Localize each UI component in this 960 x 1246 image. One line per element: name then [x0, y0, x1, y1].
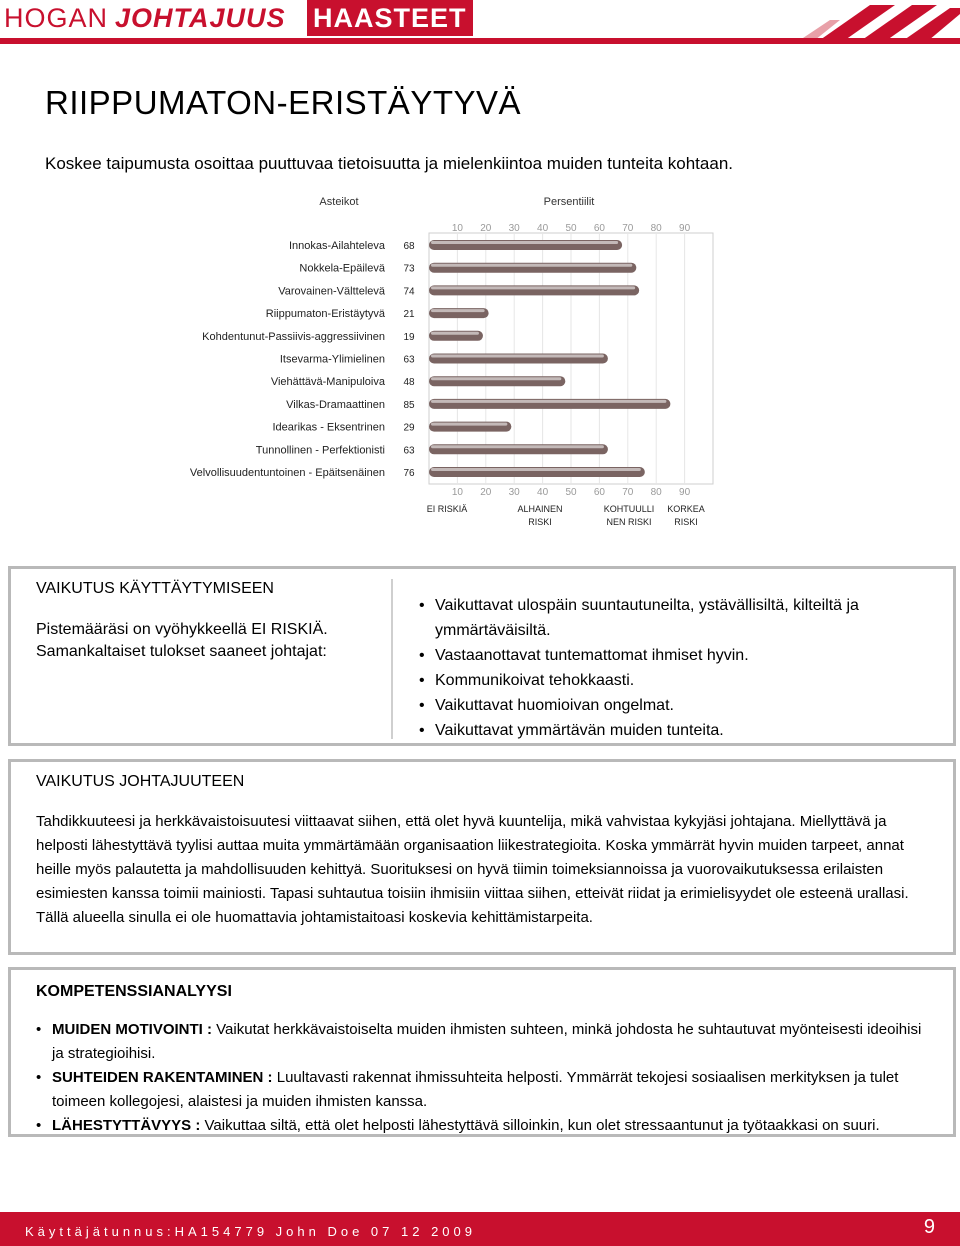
behavior-summary [36, 619, 328, 663]
bar-highlight [431, 241, 618, 244]
score-label: 19 [403, 331, 415, 343]
zone-line1: EI RISKIÄ [426, 504, 468, 514]
competence-list [36, 1018, 931, 1138]
score-label: 63 [403, 354, 415, 366]
bar [429, 467, 645, 477]
tick-label-bottom: 30 [508, 487, 520, 498]
tick-label-bottom: 10 [451, 487, 463, 498]
bar [429, 308, 489, 318]
behavior-section [8, 566, 956, 746]
tick-label-top: 10 [451, 223, 463, 234]
brand-haasteet: HAASTEET [307, 0, 473, 36]
zone-line2: RISKI [528, 517, 552, 527]
tick-label-top: 40 [537, 223, 549, 234]
chart-header-percentiles: Persentiilit [543, 196, 595, 208]
score-label: 76 [403, 468, 415, 479]
behavior-summary-line1: Pistemääräsi on vyöhykkeellä EI RISKIÄ. [36, 621, 328, 638]
list-item [36, 1114, 931, 1138]
chart-ticks-bottom [452, 487, 691, 498]
list-item: • Vaikuttavat ymmärtävän muiden tunteita. [419, 718, 953, 743]
score-label: 73 [403, 263, 415, 275]
scale-label: Idearikas - Eksentrinen [272, 421, 385, 434]
competence-name: MUIDEN MOTIVOINTI : [52, 1021, 212, 1038]
tick-label-bottom: 70 [622, 487, 634, 498]
competence-text: Luultavasti rakennat ihmissuhteita helposti. Ymmärrät tekojesi sosiaalisen merkityksen ja tulet toimeen kollegojesi, alaistesi ja muiden ihmisten kanssa. [52, 1069, 899, 1110]
bar [429, 422, 511, 432]
list-item: • Kommunikoivat tehokkaasti. [419, 668, 953, 693]
bar [429, 399, 670, 409]
bar [429, 376, 565, 386]
competence-text: Vaikutat herkkävaistoiselta muiden ihmisten suhteen, minkä johdosta he suhtautuvat myönteisesti ideoihisi ja strategioihisi. [52, 1021, 922, 1062]
zone-line1: ALHAINEN [517, 504, 563, 514]
competence-section [8, 967, 956, 1137]
score-label: 29 [403, 422, 415, 434]
scale-label: Riippumaton-Eristäytyvä [265, 308, 385, 321]
bar [429, 240, 622, 250]
bar-highlight [431, 332, 479, 335]
score-label: 68 [403, 241, 415, 252]
page-title: RIIPPUMATON-ERISTÄYTYVÄ [45, 84, 522, 121]
list-item: • Vastaanottavat tuntemattomat ihmiset hyvin. [419, 643, 953, 668]
leadership-body: Tahdikkuuteesi ja herkkävaistoisuutesi viittaavat siihen, että olet hyvä kuuntelija, mikä vahvistaa kykyjäsi johtajana. Miellyttävä ja helposti lähestyttävä tyylisi auttaa muita ymmärtämään organisaation liikestrategioita. Koska ymmärrät hyvin muiden tarpeet, annat heille myös palautetta ja mahdollisuuden kehittyä. Suorituksesi on hyvä tiimin toimeksiannoissa ja vuorovaikutuksessa erilaisten esimiesten kanssa toimii mainiosti. Tapasi suhtautua toisiin ihmisiin viittaa siihen, etteivät riidat ja erimielisyydet ole esteenä urallasi. Tällä alueella sinulla ei ole huomattavia johtamistaitoasi koskevia kehittämistarpeita. [36, 813, 909, 926]
behavior-summary-line2: Samankaltaiset tulokset saaneet johtajat: [36, 643, 327, 660]
tick-label-bottom: 80 [650, 487, 662, 498]
chart-risk-zones [427, 504, 705, 527]
scale-label: Kohdentunut-Passiivis-aggressiivinen [202, 330, 385, 343]
scale-label: Nokkela-Epäilevä [299, 262, 385, 275]
tick-label-bottom: 90 [679, 487, 691, 498]
risk-zone-label [427, 504, 468, 514]
tick-label-top: 20 [480, 223, 492, 234]
scale-label: Velvollisuudentuntoinen - Epäitsenäinen [189, 467, 385, 479]
score-label: 21 [403, 309, 415, 321]
score-label: 85 [403, 399, 415, 411]
bar-highlight [431, 468, 641, 471]
list-item [36, 1066, 931, 1114]
scale-label: Tunnollinen - Perfektionisti [255, 444, 385, 457]
footer-user-id: Käyttäjätunnus:HA154779 John Doe 07 12 2009 [25, 1224, 476, 1239]
bar-highlight [431, 309, 485, 312]
tick-label-top: 50 [565, 223, 577, 234]
zone-line2: NEN RISKI [606, 517, 652, 527]
bar [429, 331, 483, 341]
scale-label: Vilkas-Dramaattinen [286, 398, 385, 411]
leadership-title: VAIKUTUS JOHTAJUUTEEN [36, 773, 245, 790]
bar [429, 354, 608, 364]
bar-highlight [431, 423, 507, 426]
score-label: 48 [403, 377, 415, 389]
bar [429, 444, 608, 454]
tick-label-bottom: 40 [537, 487, 549, 498]
tick-label-top: 60 [593, 223, 605, 234]
bar-highlight [431, 264, 632, 267]
scale-label: Itsevarma-Ylimielinen [279, 353, 385, 366]
tick-label-top: 70 [622, 223, 634, 234]
zone-line1: KOHTUULLI [603, 504, 655, 514]
tick-label-bottom: 20 [480, 487, 492, 498]
score-label: 63 [403, 445, 415, 457]
bar-highlight [431, 377, 561, 380]
scale-label: Viehättävä-Manipuloiva [270, 376, 385, 389]
risk-zone-label [667, 504, 705, 527]
score-label: 74 [403, 286, 415, 298]
chart-rows [190, 240, 670, 479]
tick-label-bottom: 50 [565, 487, 577, 498]
page-number: 9 [923, 1216, 935, 1238]
behavior-divider [391, 579, 393, 739]
zone-line1: KORKEA [667, 504, 705, 514]
tick-label-top: 80 [650, 223, 662, 234]
competence-title: KOMPETENSSIANALYYSI [36, 983, 232, 1000]
bar-highlight [431, 286, 635, 289]
behavior-bullet-list [419, 593, 953, 743]
chart-header-scales: Asteikot [319, 196, 359, 208]
tick-label-top: 90 [679, 223, 691, 234]
percentile-chart [0, 0, 960, 560]
brand-johtajuus: JOHTAJUUS [115, 3, 286, 33]
bar-highlight [431, 400, 666, 403]
bar-highlight [431, 445, 604, 448]
competence-name: LÄHESTYTTÄVYYS : [52, 1117, 201, 1134]
bar-highlight [431, 355, 604, 358]
footer-bar [0, 1212, 960, 1246]
list-item: • Vaikuttavat huomioivan ongelmat. [419, 693, 953, 718]
tick-label-bottom: 60 [593, 487, 605, 498]
tick-label-top: 30 [508, 223, 520, 234]
bar [429, 285, 639, 295]
competence-text: Vaikuttaa siltä, että olet helposti lähestyttävä silloinkin, kun olet stressaantunut ja työtaakkasi on suuri. [200, 1117, 880, 1134]
scale-label: Varovainen-Välttelevä [278, 285, 385, 298]
behavior-title: VAIKUTUS KÄYTTÄYTYMISEEN [36, 580, 274, 597]
list-item [36, 1018, 931, 1066]
risk-zone-label [517, 504, 562, 527]
zone-line2: RISKI [674, 517, 698, 527]
competence-name: SUHTEIDEN RAKENTAMINEN : [52, 1069, 273, 1086]
bar [429, 263, 636, 273]
risk-zone-label [604, 504, 655, 527]
scale-label: Innokas-Ailahteleva [288, 240, 385, 252]
brand-hogan: HOGAN [4, 3, 109, 33]
leadership-section [8, 759, 956, 955]
chart-ticks-top [452, 223, 691, 234]
intro-text: Koskee taipumusta osoittaa puuttuvaa tietoisuutta ja mielenkiintoa muiden tunteita kohtaan. [45, 154, 733, 173]
list-item: • Vaikuttavat ulospäin suuntautuneilta, ystävällisiltä, kilteiltä ja ymmärtäväisiltä. [419, 593, 953, 643]
